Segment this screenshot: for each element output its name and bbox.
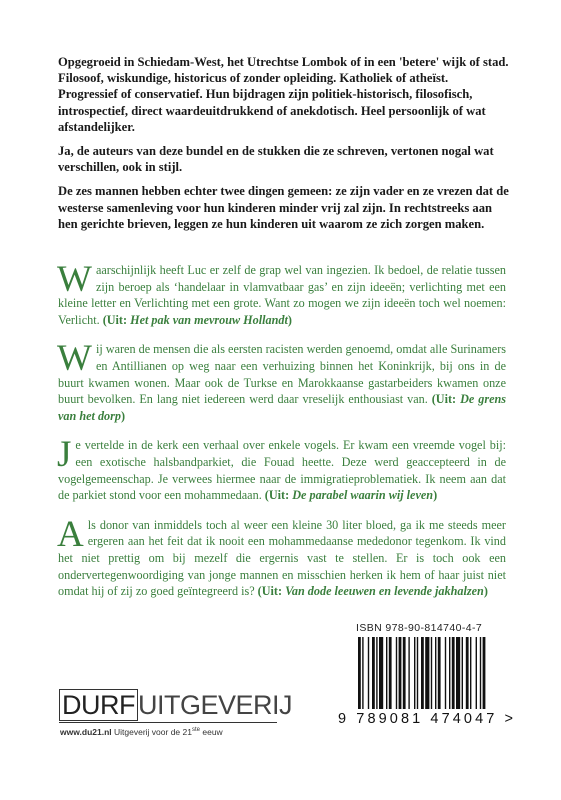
- quote-text: e vertelde in de kerk een verhaal over enkele vogels. Er kwam een vreemde vogel bij: een exotische halsbandparkiet, die Fouad heette. Deze werd geaccepteerd in de vogelgemeenschap. Je verwees hiermee naar de immigratieproblematiek. Ik neem aan dat de parkiet stond voor een mohammedaan.: [58, 438, 506, 503]
- quote-text: aarschijnlijk heeft Luc er zelf de grap wel van ingezien. Ik bedoel, de relatie tussen zijn beroep als ‘handelaar in vlamvatbaar gas’ en zijn ideeën; verlichting met een kleine letter en Verlichting met een grote. Want zo mogen we zijn ideeën toch wel noemen: Verlicht.: [58, 263, 506, 327]
- source-suffix: ): [287, 312, 292, 327]
- barcode-bar: [399, 637, 402, 709]
- intro-text: [58, 54, 510, 240]
- quote-source: [265, 488, 437, 502]
- quote-4: [57, 513, 506, 600]
- barcode-bar: [449, 637, 450, 709]
- barcode-bar: [466, 637, 469, 709]
- quote-3: [57, 434, 506, 503]
- tagline-end: eeuw: [202, 727, 223, 737]
- drop-cap: W: [57, 338, 92, 380]
- barcode-bar: [396, 637, 397, 709]
- barcode-bar: [417, 637, 418, 709]
- barcode-bar: [408, 637, 409, 709]
- source-prefix: (Uit:: [431, 392, 457, 407]
- website-link: www.du21.nl: [60, 727, 112, 737]
- drop-cap: J: [57, 434, 72, 476]
- intro-paragraph-2: Ja, de auteurs van deze bundel en de stukken die ze schreven, vertonen nogal wat verschillen, ook in stijl.: [58, 144, 494, 175]
- source-prefix: (Uit:: [264, 488, 290, 503]
- barcode-bar: [462, 637, 463, 709]
- drop-cap: W: [57, 259, 92, 300]
- barcode-bar: [438, 637, 441, 709]
- barcode-bar: [414, 637, 415, 709]
- source-prefix: (Uit:: [102, 312, 128, 327]
- barcode-bar: [362, 637, 363, 709]
- barcode-bar: [421, 637, 424, 709]
- barcode-bar: [368, 637, 369, 709]
- quote-2: [57, 338, 507, 424]
- quote-1: [57, 259, 506, 328]
- barcode-bar: [452, 637, 455, 709]
- tagline-text: Uitgeverij voor de 21: [114, 727, 192, 737]
- barcode-bar: [483, 637, 486, 709]
- barcode-bar: [425, 637, 429, 709]
- barcode-bar: [376, 637, 377, 709]
- barcode-digits: 9 789081 474047 >: [338, 711, 517, 727]
- source-suffix: ): [483, 584, 488, 599]
- source-title: Van dode leeuwen en levende jakhalzen: [285, 584, 484, 599]
- publisher-tagline: [60, 727, 223, 737]
- barcode-bar: [480, 637, 481, 709]
- quote-text: ls donor van inmiddels toch al weer een kleine 30 liter bloed, ga ik me steeds meer ergeren aan het feit dat ik nooit een mohammedaanse mededonor tegenkom. Ik vind het niet prettig om bij mezelf die ergernis vast te stellen. Er is toch ook een ondervertegenwoordiging van jonge mannen en misschien herken ik hem of haar juist niet omdat hij of zij zo goed geïntegreerd is?: [58, 517, 506, 599]
- barcode-bar: [431, 637, 432, 709]
- barcode-bar: [372, 637, 375, 709]
- barcode-bar: [386, 637, 387, 709]
- quotes-section: [57, 259, 507, 613]
- source-title: De parabel waarin wij leven: [292, 488, 434, 503]
- intro-paragraph-1: Opgegroeid in Schiedam-West, het Utrechtse Lombok of in een 'betere' wijk of stad. Filosoof, wiskundige, historicus of zonder opleiding. Katholiek of atheïst. Progressief of conservatief. Hun bijdragen zijn politiek-historisch, filosofisch, introspectief, direct waardeuitdrukkend of anekdotisch. Heel persoonlijk of wat afstandelijker.: [58, 55, 509, 134]
- barcode-icon: [356, 637, 526, 713]
- barcode-bar: [379, 637, 383, 709]
- barcode-bar: [470, 637, 471, 709]
- publisher-logo: [59, 690, 292, 720]
- logo-uitgeverij: UITGEVERIJ: [138, 690, 293, 720]
- quote-source: [258, 584, 488, 598]
- intro-paragraph-3: De zes mannen hebben echter twee dingen gemeen: ze zijn vader en ze vrezen dat de westerse samenleving voor hun kinderen minder vrij zal zijn. In rechtstreeks aan hen gerichte brieven, leggen ze hun kinderen uit waarom ze zich zorgen maken.: [58, 184, 509, 231]
- barcode-bar: [445, 637, 446, 709]
- quote-source: [103, 313, 292, 327]
- logo-durf: DURF: [59, 689, 138, 721]
- tagline-sup: ste: [191, 727, 200, 734]
- source-title: De grens van het dorp: [58, 392, 507, 423]
- quote-text: ij waren de mensen die als eersten racisten werden genoemd, omdat alle Surinamers en Antillianen op weg naar een verhuizing binnen het Koninkrijk, bij ons in de buurt kwamen wonen. Maar ook de Turkse en Marokkaanse gastarbeiders kwamen onze buurt bevolken. En lang niet iedereen werd daar vreselijk enthousiast van.: [58, 342, 506, 407]
- barcode-bar: [476, 637, 477, 709]
- barcode-bar: [358, 637, 361, 709]
- source-suffix: ): [120, 408, 126, 423]
- source-title: Het pak van mevrouw Hollandt: [130, 312, 288, 327]
- source-suffix: ): [433, 488, 438, 503]
- barcode-bar: [456, 637, 460, 709]
- source-prefix: (Uit:: [257, 584, 283, 599]
- barcode-bar: [389, 637, 392, 709]
- logo-divider: [59, 722, 277, 723]
- barcode-bar: [435, 637, 436, 709]
- isbn-label: ISBN 978-90-814740-4-7: [356, 622, 483, 634]
- drop-cap: A: [57, 513, 84, 555]
- barcode-bar: [403, 637, 406, 709]
